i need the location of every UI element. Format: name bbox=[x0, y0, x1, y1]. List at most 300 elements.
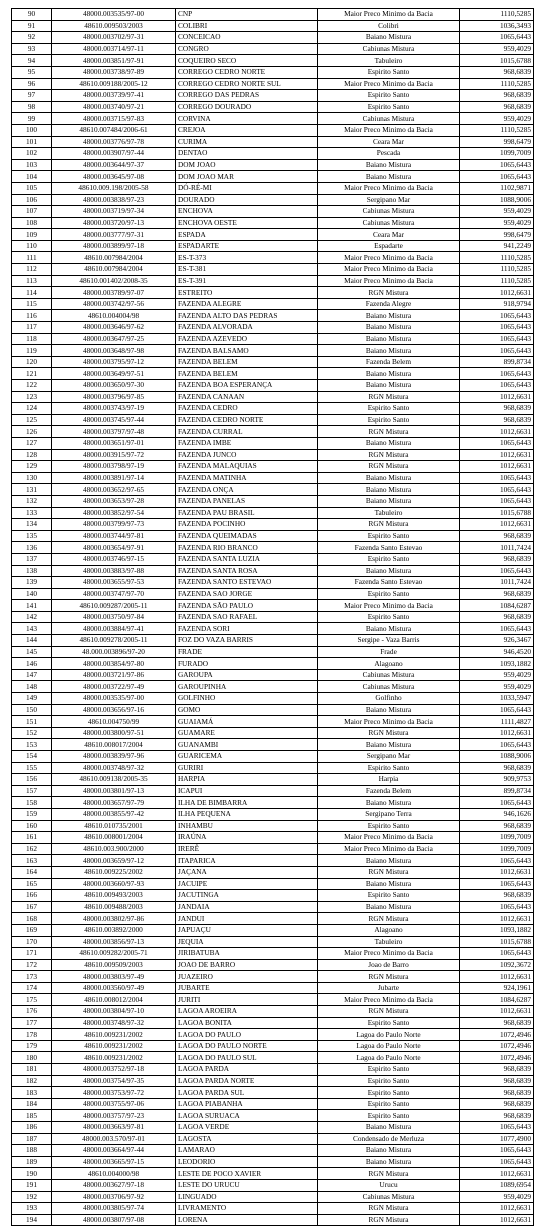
minimum-price-cell: 968,6839 bbox=[460, 762, 534, 774]
minimum-price-cell: 1065,6443 bbox=[460, 159, 534, 171]
row-number-cell: 166 bbox=[12, 890, 52, 902]
field-name-cell: ES-T-373 bbox=[176, 252, 318, 264]
field-name-cell: ES-T-391 bbox=[176, 275, 318, 287]
reference-crude-cell: Espirito Santo bbox=[318, 414, 460, 426]
row-number-cell: 156 bbox=[12, 774, 52, 786]
process-number-cell: 48610.001402/2008-35 bbox=[52, 275, 176, 287]
process-number-cell: 48000.003789/97-07 bbox=[52, 287, 176, 299]
row-number-cell: 149 bbox=[12, 693, 52, 705]
process-number-cell: 48000.003777/97-31 bbox=[52, 229, 176, 241]
row-number-cell: 177 bbox=[12, 1017, 52, 1029]
process-number-cell: 48000.003745/97-44 bbox=[52, 414, 176, 426]
reference-crude-cell: Baiano Mistura bbox=[318, 565, 460, 577]
row-number-cell: 142 bbox=[12, 611, 52, 623]
table-row bbox=[12, 287, 534, 299]
minimum-price-cell: 1110,5285 bbox=[460, 124, 534, 136]
table-row bbox=[12, 1179, 534, 1191]
row-number-cell: 98 bbox=[12, 101, 52, 113]
field-name-cell: INHAMBU bbox=[176, 820, 318, 832]
process-number-cell: 48000.003647/97-25 bbox=[52, 333, 176, 345]
field-name-cell: JANDUI bbox=[176, 913, 318, 925]
minimum-price-cell: 968,6839 bbox=[460, 611, 534, 623]
field-name-cell: LIVRAMENTO bbox=[176, 1203, 318, 1215]
reference-crude-cell: Espirito Santo bbox=[318, 1110, 460, 1122]
minimum-price-cell: 1012,6631 bbox=[460, 449, 534, 461]
table-row bbox=[12, 751, 534, 763]
reference-crude-cell: Baiano Mistura bbox=[318, 32, 460, 44]
minimum-price-cell: 1065,6443 bbox=[460, 1122, 534, 1134]
minimum-price-cell: 1065,6443 bbox=[460, 623, 534, 635]
reference-crude-cell: Baiano Mistura bbox=[318, 345, 460, 357]
table-row bbox=[12, 727, 534, 739]
table-row bbox=[12, 78, 534, 90]
minimum-price-cell: 1089,6954 bbox=[460, 1179, 534, 1191]
reference-crude-cell: Cabiunas Mistura bbox=[318, 43, 460, 55]
table-row bbox=[12, 472, 534, 484]
process-number-cell: 48000.003740/97-21 bbox=[52, 101, 176, 113]
field-name-cell: COQUEIRO SECO bbox=[176, 55, 318, 67]
field-name-cell: FRADE bbox=[176, 646, 318, 658]
table-row bbox=[12, 519, 534, 531]
row-number-cell: 155 bbox=[12, 762, 52, 774]
field-name-cell: GURIRI bbox=[176, 762, 318, 774]
row-number-cell: 165 bbox=[12, 878, 52, 890]
table-row bbox=[12, 194, 534, 206]
row-number-cell: 95 bbox=[12, 66, 52, 78]
row-number-cell: 118 bbox=[12, 333, 52, 345]
field-name-cell: IRAÚNA bbox=[176, 832, 318, 844]
process-number-cell: 48000.003535/97-00 bbox=[52, 693, 176, 705]
process-number-cell: 48000.003796/97-85 bbox=[52, 391, 176, 403]
field-name-cell: JIRIBATUBA bbox=[176, 948, 318, 960]
row-number-cell: 140 bbox=[12, 588, 52, 600]
reference-crude-cell: Maior Preco Minimo da Bacia bbox=[318, 994, 460, 1006]
field-name-cell: ILHA DE BIMBARRA bbox=[176, 797, 318, 809]
table-row bbox=[12, 982, 534, 994]
table-row bbox=[12, 577, 534, 589]
row-number-cell: 130 bbox=[12, 472, 52, 484]
minimum-price-cell: 1065,6443 bbox=[460, 310, 534, 322]
table-row bbox=[12, 959, 534, 971]
reference-crude-cell: Espirito Santo bbox=[318, 1017, 460, 1029]
reference-crude-cell: Baiano Mistura bbox=[318, 333, 460, 345]
table-row bbox=[12, 55, 534, 67]
process-number-cell: 48000.003803/97-49 bbox=[52, 971, 176, 983]
table-row bbox=[12, 878, 534, 890]
process-number-cell: 48610.008017/2004 bbox=[52, 739, 176, 751]
process-number-cell: 48000.003856/97-13 bbox=[52, 936, 176, 948]
reference-crude-cell: Baiano Mistura bbox=[318, 171, 460, 183]
reference-crude-cell: Baiano Mistura bbox=[318, 1145, 460, 1157]
row-number-cell: 145 bbox=[12, 646, 52, 658]
table-row bbox=[12, 403, 534, 415]
field-name-cell: FAZENDA PAU BRASIL bbox=[176, 507, 318, 519]
table-row bbox=[12, 913, 534, 925]
field-name-cell: FAZENDA PANELAS bbox=[176, 495, 318, 507]
process-number-cell: 48610.009278/2005-11 bbox=[52, 635, 176, 647]
minimum-price-cell: 968,6839 bbox=[460, 1098, 534, 1110]
reference-crude-cell: Maior Preco Minimo da Bacia bbox=[318, 182, 460, 194]
reference-crude-cell: Baiano Mistura bbox=[318, 437, 460, 449]
row-number-cell: 124 bbox=[12, 403, 52, 415]
field-name-cell: JACUIPE bbox=[176, 878, 318, 890]
process-number-cell: 48000.003649/97-51 bbox=[52, 368, 176, 380]
minimum-price-cell: 1065,6443 bbox=[460, 472, 534, 484]
row-number-cell: 119 bbox=[12, 345, 52, 357]
process-number-cell: 48000.003.570/97-01 bbox=[52, 1133, 176, 1145]
reference-crude-cell: Baiano Mistura bbox=[318, 380, 460, 392]
table-row bbox=[12, 298, 534, 310]
row-number-cell: 107 bbox=[12, 206, 52, 218]
field-name-cell: DÓ-RÉ-MI bbox=[176, 182, 318, 194]
table-row bbox=[12, 565, 534, 577]
field-name-cell: JOAO DE BARRO bbox=[176, 959, 318, 971]
minimum-price-cell: 1012,6631 bbox=[460, 727, 534, 739]
reference-crude-cell: RGN Mistura bbox=[318, 1203, 460, 1215]
field-name-cell: LAGOA PARDA NORTE bbox=[176, 1075, 318, 1087]
field-name-cell: LAMARAO bbox=[176, 1145, 318, 1157]
table-row bbox=[12, 380, 534, 392]
row-number-cell: 158 bbox=[12, 797, 52, 809]
row-number-cell: 138 bbox=[12, 565, 52, 577]
field-name-cell: GUANAMBI bbox=[176, 739, 318, 751]
minimum-price-cell: 1012,6631 bbox=[460, 1168, 534, 1180]
minimum-price-cell: 1088,9006 bbox=[460, 751, 534, 763]
row-number-cell: 112 bbox=[12, 264, 52, 276]
table-row bbox=[12, 797, 534, 809]
field-name-cell: ENCHOVA bbox=[176, 206, 318, 218]
field-name-cell: ENCHOVA OESTE bbox=[176, 217, 318, 229]
reference-crude-cell: RGN Mistura bbox=[318, 449, 460, 461]
row-number-cell: 133 bbox=[12, 507, 52, 519]
table-row bbox=[12, 866, 534, 878]
field-name-cell: LAGOA PIABANHA bbox=[176, 1098, 318, 1110]
reference-crude-cell: RGN Mistura bbox=[318, 1006, 460, 1018]
reference-crude-cell: Baiano Mistura bbox=[318, 159, 460, 171]
process-number-cell: 48000.003719/97-34 bbox=[52, 206, 176, 218]
row-number-cell: 128 bbox=[12, 449, 52, 461]
row-number-cell: 180 bbox=[12, 1052, 52, 1064]
row-number-cell: 117 bbox=[12, 322, 52, 334]
process-number-cell: 48610.004000/98 bbox=[52, 1168, 176, 1180]
reference-crude-cell: Baiano Mistura bbox=[318, 368, 460, 380]
row-number-cell: 189 bbox=[12, 1156, 52, 1168]
process-number-cell: 48.000.003896/97-20 bbox=[52, 646, 176, 658]
reference-crude-cell: Baiano Mistura bbox=[318, 1122, 460, 1134]
process-number-cell: 48000.003884/97-41 bbox=[52, 623, 176, 635]
minimum-price-cell: 1065,6443 bbox=[460, 704, 534, 716]
reference-crude-cell: Colibri bbox=[318, 20, 460, 32]
row-number-cell: 108 bbox=[12, 217, 52, 229]
minimum-price-cell: 1012,6631 bbox=[460, 1006, 534, 1018]
field-name-cell: FAZENDA CEDRO bbox=[176, 403, 318, 415]
reference-crude-cell: Espirito Santo bbox=[318, 403, 460, 415]
process-number-cell: 48000.003656/97-16 bbox=[52, 704, 176, 716]
field-name-cell: FAZENDA CEDRO NORTE bbox=[176, 414, 318, 426]
field-name-cell: CORVINA bbox=[176, 113, 318, 125]
reference-crude-cell: Baiano Mistura bbox=[318, 704, 460, 716]
field-name-cell: CONCEICAO bbox=[176, 32, 318, 44]
row-number-cell: 94 bbox=[12, 55, 52, 67]
minimum-price-cell: 1012,6631 bbox=[460, 866, 534, 878]
field-name-cell: FAZENDA IMBE bbox=[176, 437, 318, 449]
row-number-cell: 129 bbox=[12, 461, 52, 473]
reference-crude-cell: RGN Mistura bbox=[318, 1168, 460, 1180]
reference-crude-cell: Cabiunas Mistura bbox=[318, 669, 460, 681]
minimum-price-cell: 959,4029 bbox=[460, 681, 534, 693]
minimum-price-cell: 1099,7009 bbox=[460, 148, 534, 160]
reference-crude-cell: Urucu bbox=[318, 1179, 460, 1191]
row-number-cell: 134 bbox=[12, 519, 52, 531]
field-name-cell: DOURADO bbox=[176, 194, 318, 206]
row-number-cell: 96 bbox=[12, 78, 52, 90]
process-number-cell: 48000.003807/97-08 bbox=[52, 1214, 176, 1226]
table-row bbox=[12, 693, 534, 705]
table-row bbox=[12, 542, 534, 554]
table-row bbox=[12, 948, 534, 960]
table-row bbox=[12, 762, 534, 774]
reference-crude-cell: Baiano Mistura bbox=[318, 855, 460, 867]
table-row bbox=[12, 310, 534, 322]
reference-crude-cell: Tabuleiro bbox=[318, 55, 460, 67]
row-number-cell: 137 bbox=[12, 553, 52, 565]
process-number-cell: 48610.007984/2004 bbox=[52, 252, 176, 264]
reference-crude-cell: Maior Preco Minimo da Bacia bbox=[318, 716, 460, 728]
process-number-cell: 48000.003652/97-65 bbox=[52, 484, 176, 496]
minimum-price-cell: 1099,7009 bbox=[460, 843, 534, 855]
process-number-cell: 48000.003663/97-81 bbox=[52, 1122, 176, 1134]
field-name-cell: COLIBRI bbox=[176, 20, 318, 32]
table-row bbox=[12, 1191, 534, 1203]
row-number-cell: 100 bbox=[12, 124, 52, 136]
table-row bbox=[12, 623, 534, 635]
field-name-cell: LAGOA PARDA bbox=[176, 1064, 318, 1076]
reference-crude-cell: Lagoa do Paulo Norte bbox=[318, 1040, 460, 1052]
table-row bbox=[12, 994, 534, 1006]
minimum-price-cell: 1099,7009 bbox=[460, 832, 534, 844]
reference-crude-cell: Cabiunas Mistura bbox=[318, 206, 460, 218]
reference-crude-cell: Espadarte bbox=[318, 240, 460, 252]
minimum-price-cell: 1110,5285 bbox=[460, 264, 534, 276]
reference-crude-cell: RGN Mistura bbox=[318, 1214, 460, 1226]
field-name-cell: FAZENDA SANTO ESTEVAO bbox=[176, 577, 318, 589]
process-number-cell: 48610.008001/2004 bbox=[52, 832, 176, 844]
reference-crude-cell: RGN Mistura bbox=[318, 913, 460, 925]
price-table-body bbox=[12, 9, 534, 1226]
process-number-cell: 48610.009287/2005-11 bbox=[52, 600, 176, 612]
reference-crude-cell: Cabiunas Mistura bbox=[318, 1191, 460, 1203]
process-number-cell: 48000.003657/97-79 bbox=[52, 797, 176, 809]
process-number-cell: 48610.009225/2002 bbox=[52, 866, 176, 878]
process-number-cell: 48000.003754/97-35 bbox=[52, 1075, 176, 1087]
field-name-cell: ES-T-381 bbox=[176, 264, 318, 276]
table-row bbox=[12, 901, 534, 913]
minimum-price-cell: 1065,6443 bbox=[460, 1145, 534, 1157]
reference-crude-cell: Cabiunas Mistura bbox=[318, 217, 460, 229]
process-number-cell: 48610.003892/2000 bbox=[52, 924, 176, 936]
process-number-cell: 48000.003852/97-54 bbox=[52, 507, 176, 519]
process-number-cell: 48000.003838/97-23 bbox=[52, 194, 176, 206]
row-number-cell: 151 bbox=[12, 716, 52, 728]
minimum-price-cell: 959,4029 bbox=[460, 206, 534, 218]
row-number-cell: 168 bbox=[12, 913, 52, 925]
row-number-cell: 179 bbox=[12, 1040, 52, 1052]
row-number-cell: 93 bbox=[12, 43, 52, 55]
row-number-cell: 111 bbox=[12, 252, 52, 264]
minimum-price-cell: 968,6839 bbox=[460, 1017, 534, 1029]
process-number-cell: 48000.003907/97-44 bbox=[52, 148, 176, 160]
field-name-cell: CONGRO bbox=[176, 43, 318, 55]
row-number-cell: 183 bbox=[12, 1087, 52, 1099]
reference-crude-cell: Espirito Santo bbox=[318, 1087, 460, 1099]
reference-crude-cell: Espirito Santo bbox=[318, 820, 460, 832]
table-row bbox=[12, 530, 534, 542]
reference-crude-cell: Fazenda Alegre bbox=[318, 298, 460, 310]
table-row bbox=[12, 414, 534, 426]
minimum-price-cell: 1065,6443 bbox=[460, 380, 534, 392]
minimum-price-cell: 1093,1882 bbox=[460, 924, 534, 936]
table-row bbox=[12, 739, 534, 751]
reference-crude-cell: Espirito Santo bbox=[318, 1064, 460, 1076]
row-number-cell: 120 bbox=[12, 356, 52, 368]
field-name-cell: GOMO bbox=[176, 704, 318, 716]
reference-crude-cell: Fazenda Belem bbox=[318, 785, 460, 797]
table-row bbox=[12, 148, 534, 160]
row-number-cell: 164 bbox=[12, 866, 52, 878]
table-row bbox=[12, 124, 534, 136]
field-name-cell: FAZENDA SANTA LUZIA bbox=[176, 553, 318, 565]
reference-crude-cell: RGN Mistura bbox=[318, 461, 460, 473]
field-name-cell: FAZENDA BALSAMO bbox=[176, 345, 318, 357]
minimum-price-cell: 1065,6443 bbox=[460, 901, 534, 913]
row-number-cell: 121 bbox=[12, 368, 52, 380]
minimum-price-cell: 1012,6631 bbox=[460, 1214, 534, 1226]
row-number-cell: 132 bbox=[12, 495, 52, 507]
table-row bbox=[12, 855, 534, 867]
minimum-price-cell: 1015,6788 bbox=[460, 55, 534, 67]
table-row bbox=[12, 1029, 534, 1041]
minimum-price-cell: 1072,4946 bbox=[460, 1029, 534, 1041]
process-number-cell: 48000.003915/97-72 bbox=[52, 449, 176, 461]
row-number-cell: 104 bbox=[12, 171, 52, 183]
process-number-cell: 48000.003715/97-83 bbox=[52, 113, 176, 125]
process-number-cell: 48000.003650/97-30 bbox=[52, 380, 176, 392]
minimum-price-cell: 899,8734 bbox=[460, 785, 534, 797]
minimum-price-cell: 968,6839 bbox=[460, 1075, 534, 1087]
table-row bbox=[12, 600, 534, 612]
minimum-price-cell: 1012,6631 bbox=[460, 913, 534, 925]
row-number-cell: 170 bbox=[12, 936, 52, 948]
minimum-price-cell: 1110,5285 bbox=[460, 252, 534, 264]
minimum-price-cell: 1012,6631 bbox=[460, 519, 534, 531]
process-number-cell: 48000.003891/97-14 bbox=[52, 472, 176, 484]
reference-crude-cell: Alagoano bbox=[318, 658, 460, 670]
row-number-cell: 181 bbox=[12, 1064, 52, 1076]
reference-crude-cell: Frade bbox=[318, 646, 460, 658]
minimum-price-cell: 1065,6443 bbox=[460, 495, 534, 507]
field-name-cell: GUAMARE bbox=[176, 727, 318, 739]
row-number-cell: 147 bbox=[12, 669, 52, 681]
field-name-cell: ILHA PEQUENA bbox=[176, 808, 318, 820]
field-name-cell: LAGOA DO PAULO bbox=[176, 1029, 318, 1041]
process-number-cell: 48000.003805/97-74 bbox=[52, 1203, 176, 1215]
minimum-price-cell: 1077,4900 bbox=[460, 1133, 534, 1145]
table-row bbox=[12, 1017, 534, 1029]
table-row bbox=[12, 1145, 534, 1157]
process-number-cell: 48000.003798/97-19 bbox=[52, 461, 176, 473]
row-number-cell: 148 bbox=[12, 681, 52, 693]
table-row bbox=[12, 646, 534, 658]
minimum-price-cell: 968,6839 bbox=[460, 890, 534, 902]
process-number-cell: 48000.003750/97-84 bbox=[52, 611, 176, 623]
reference-crude-cell: RGN Mistura bbox=[318, 971, 460, 983]
field-name-cell: CNP bbox=[176, 9, 318, 21]
field-name-cell: LAGOA PARDA SUL bbox=[176, 1087, 318, 1099]
row-number-cell: 135 bbox=[12, 530, 52, 542]
minimum-price-cell: 1110,5285 bbox=[460, 78, 534, 90]
process-number-cell: 48610.009231/2002 bbox=[52, 1040, 176, 1052]
minimum-price-cell: 968,6839 bbox=[460, 1087, 534, 1099]
table-row bbox=[12, 333, 534, 345]
process-number-cell: 48000.003535/97-00 bbox=[52, 9, 176, 21]
process-number-cell: 48000.003644/97-37 bbox=[52, 159, 176, 171]
minimum-price-cell: 1065,6443 bbox=[460, 333, 534, 345]
field-name-cell: LAGOA DO PAULO NORTE bbox=[176, 1040, 318, 1052]
minimum-price-cell: 959,4029 bbox=[460, 669, 534, 681]
minimum-price-cell: 959,4029 bbox=[460, 217, 534, 229]
table-row bbox=[12, 113, 534, 125]
row-number-cell: 152 bbox=[12, 727, 52, 739]
reference-crude-cell: Espirito Santo bbox=[318, 1075, 460, 1087]
process-number-cell: 48000.003883/97-88 bbox=[52, 565, 176, 577]
row-number-cell: 174 bbox=[12, 982, 52, 994]
process-number-cell: 48000.003653/97-28 bbox=[52, 495, 176, 507]
process-number-cell: 48000.003560/97-49 bbox=[52, 982, 176, 994]
row-number-cell: 175 bbox=[12, 994, 52, 1006]
reference-crude-cell: Espirito Santo bbox=[318, 1098, 460, 1110]
table-row bbox=[12, 461, 534, 473]
table-row bbox=[12, 820, 534, 832]
minimum-price-cell: 909,9753 bbox=[460, 774, 534, 786]
reference-crude-cell: Baiano Mistura bbox=[318, 484, 460, 496]
reference-crude-cell: Baiano Mistura bbox=[318, 797, 460, 809]
field-name-cell: LAGOA BONITA bbox=[176, 1017, 318, 1029]
row-number-cell: 139 bbox=[12, 577, 52, 589]
field-name-cell: LAGOA SURUACA bbox=[176, 1110, 318, 1122]
table-row bbox=[12, 611, 534, 623]
minimum-price-cell: 998,6479 bbox=[460, 229, 534, 241]
reference-crude-cell: Tabuleiro bbox=[318, 507, 460, 519]
reference-crude-cell: Baiano Mistura bbox=[318, 322, 460, 334]
field-name-cell: LESTE DE POCO XAVIER bbox=[176, 1168, 318, 1180]
process-number-cell: 48610.004750/99 bbox=[52, 716, 176, 728]
process-number-cell: 48000.003747/97-70 bbox=[52, 588, 176, 600]
row-number-cell: 91 bbox=[12, 20, 52, 32]
field-name-cell: DOM JOAO MAR bbox=[176, 171, 318, 183]
table-row bbox=[12, 32, 534, 44]
reference-crude-cell: Baiano Mistura bbox=[318, 310, 460, 322]
row-number-cell: 143 bbox=[12, 623, 52, 635]
field-name-cell: FAZENDA ONÇA bbox=[176, 484, 318, 496]
field-name-cell: FAZENDA BELEM bbox=[176, 368, 318, 380]
process-number-cell: 48000.003648/97-98 bbox=[52, 345, 176, 357]
row-number-cell: 150 bbox=[12, 704, 52, 716]
field-name-cell: FAZENDA MALAQUIAS bbox=[176, 461, 318, 473]
field-name-cell: FAZENDA SAO JORGE bbox=[176, 588, 318, 600]
row-number-cell: 113 bbox=[12, 275, 52, 287]
reference-crude-cell: Maior Preco Minimo da Bacia bbox=[318, 832, 460, 844]
minimum-price-cell: 968,6839 bbox=[460, 588, 534, 600]
